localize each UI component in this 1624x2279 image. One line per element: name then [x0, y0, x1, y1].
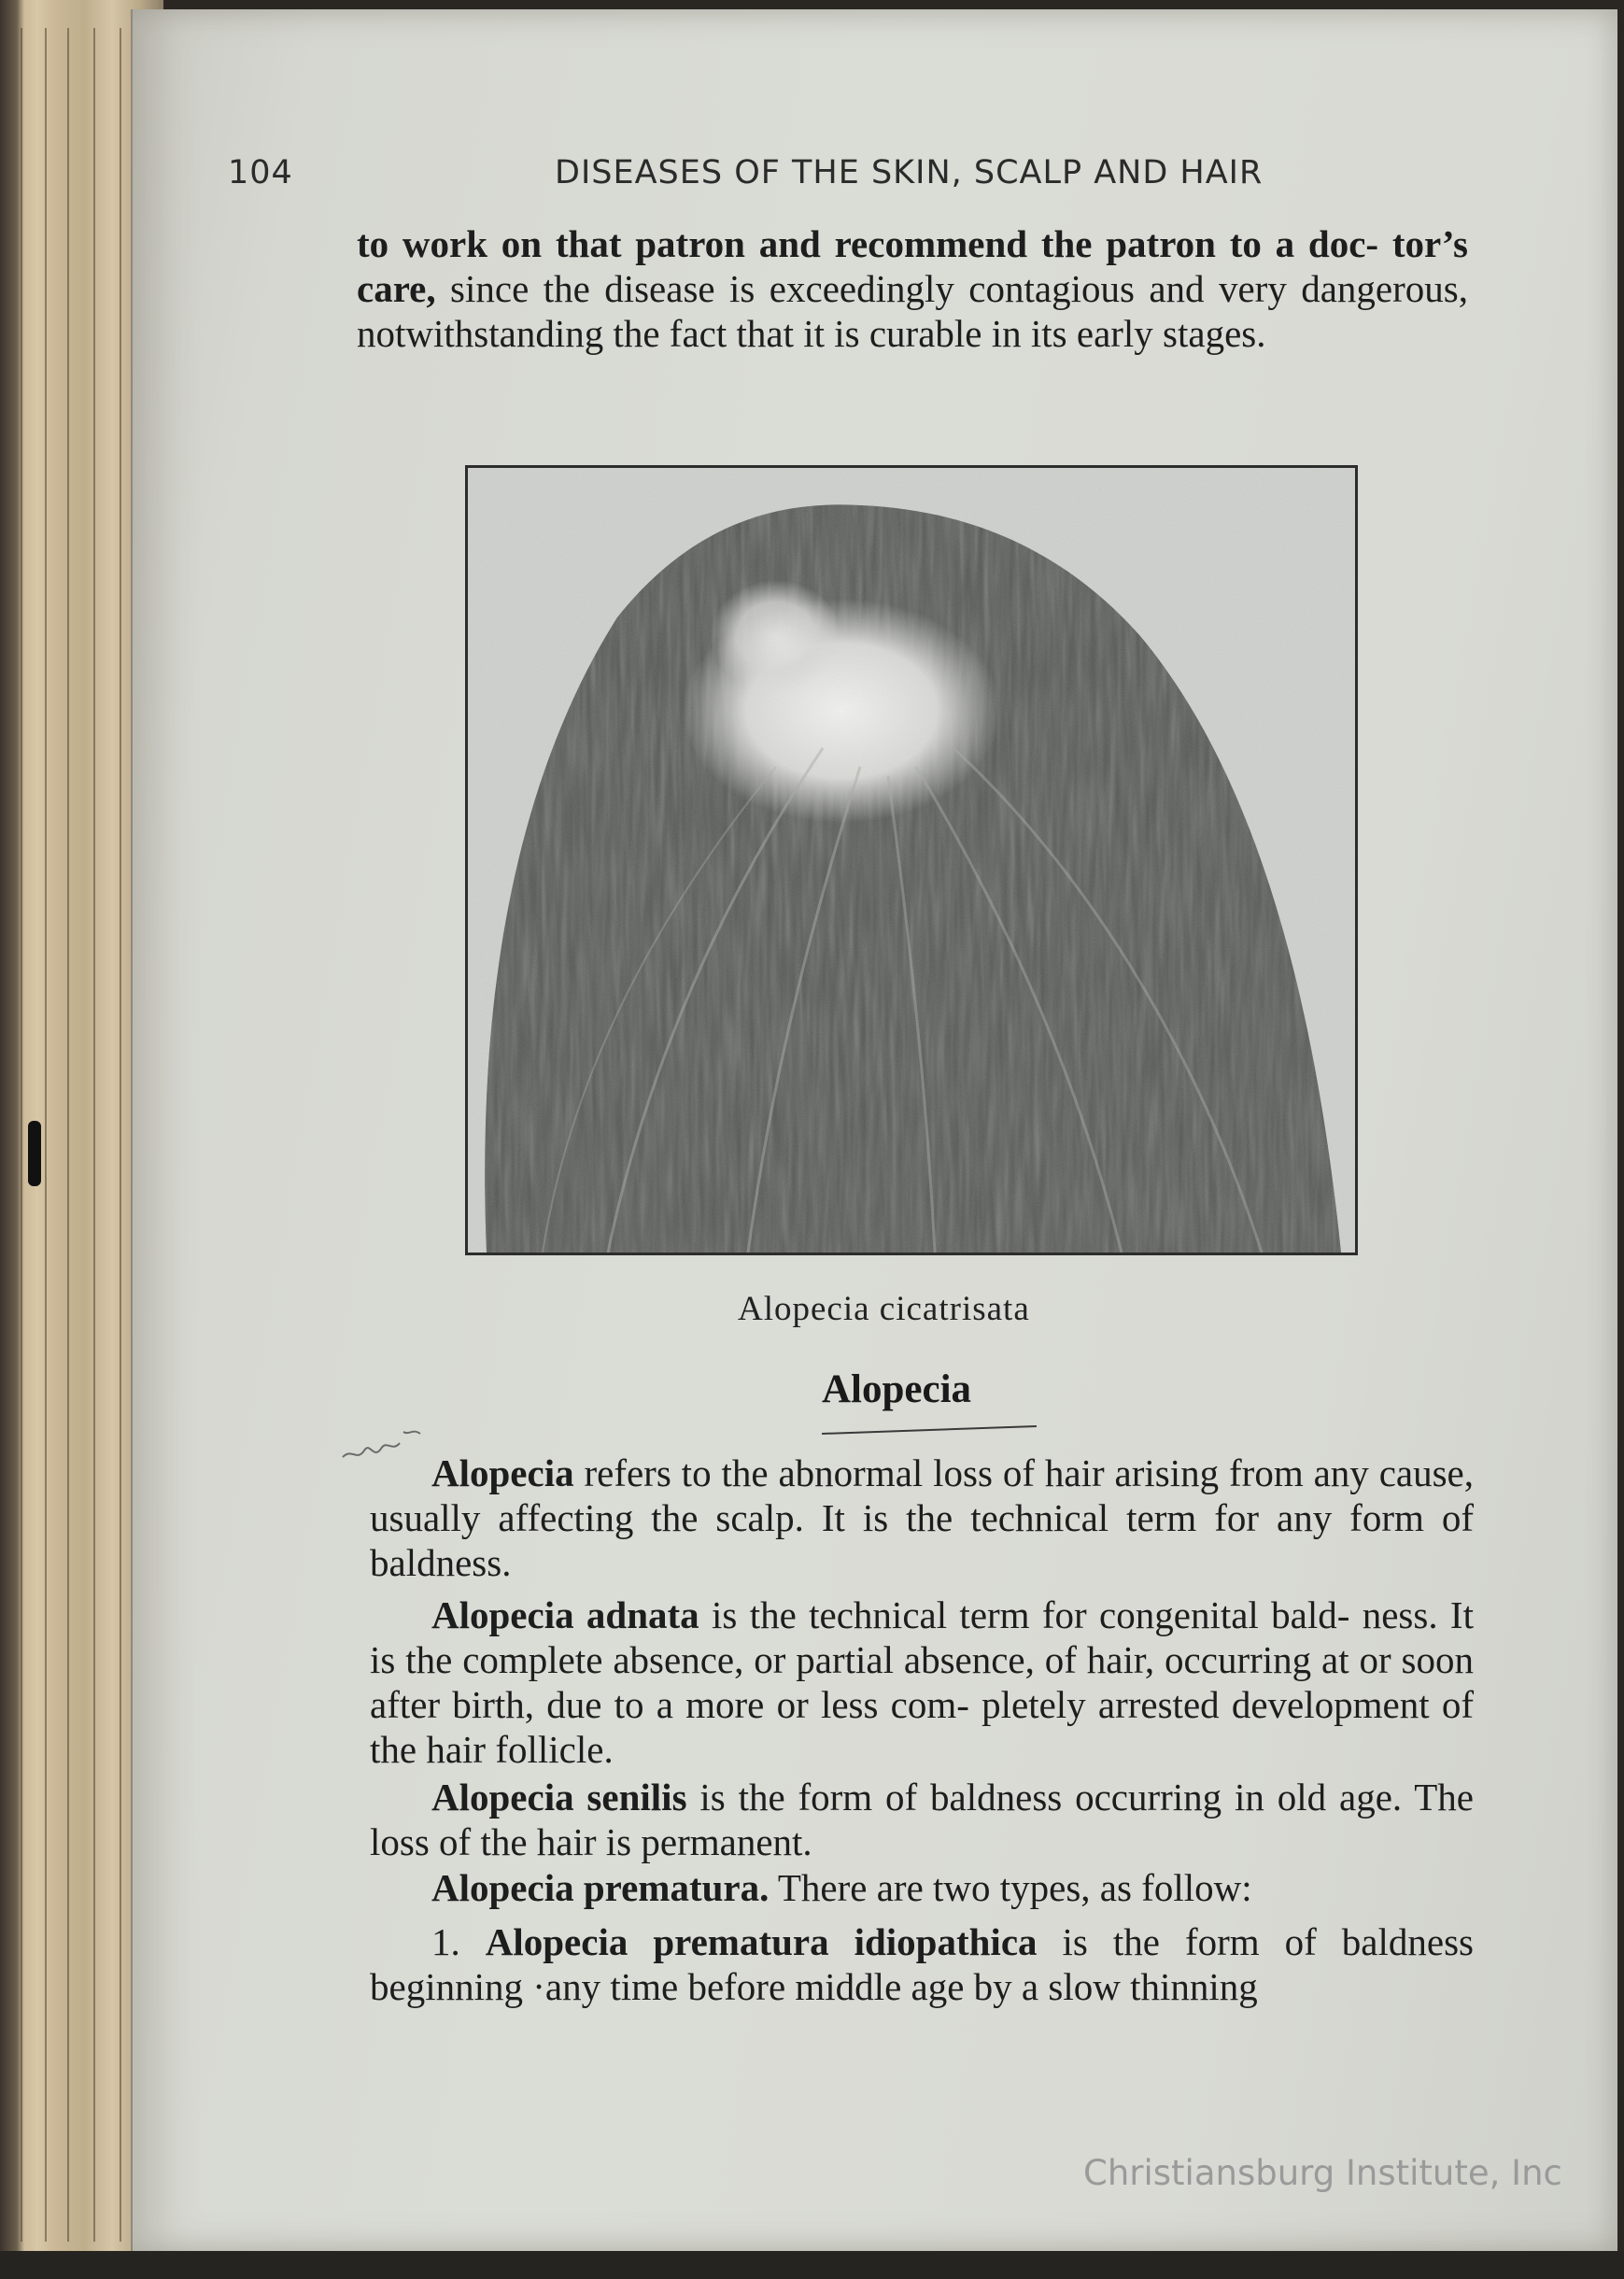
watermark: Christiansburg Institute, Inc — [1083, 2153, 1562, 2193]
page-number: 104 — [228, 154, 293, 191]
paragraph-alopecia-senilis — [370, 1775, 1474, 1864]
definition-prematura-idiopathica: is the form of baldness beginning ·any time before middle age by a slow thinning — [370, 1920, 1474, 2008]
list-number: 1. — [431, 1920, 486, 1963]
term-alopecia-prematura: Alopecia prematura. — [431, 1866, 770, 1909]
background-edge — [0, 2251, 1624, 2279]
section-heading: Alopecia — [822, 1367, 972, 1411]
running-title: DISEASES OF THE SKIN, SCALP AND HAIR — [555, 154, 1264, 191]
paragraph-alopecia-prematura — [370, 1865, 1474, 1910]
intro-bold: to work on that patron and recommend the patron to a doc- tor’s care, — [357, 222, 1468, 310]
definition-alopecia-adnata: is the technical term for congenital bald- ness. It is the complete absence, or partial absence, of hair, occurring at or soon after birth, due to a more or less com- pletely arrested development of the hair follicle. — [370, 1593, 1474, 1771]
paragraph-alopecia — [370, 1451, 1474, 1585]
term-prematura-idiopathica: Alopecia prematura idiopathica — [485, 1920, 1038, 1963]
intro-text: since the disease is exceedingly contagious and very dangerous, notwithstanding the fact that it is curable in its early stages. — [357, 267, 1468, 355]
paragraph-alopecia-adnata — [370, 1592, 1474, 1772]
figure-caption: Alopecia cicatrisata — [738, 1290, 1030, 1328]
scalp-photograph — [465, 465, 1358, 1255]
term-alopecia-adnata: Alopecia adnata — [431, 1593, 699, 1636]
definition-alopecia-prematura: There are two types, as follow: — [769, 1866, 1252, 1909]
definition-alopecia-senilis: is the form of baldness occurring in old age. The loss of the hair is permanent. — [370, 1776, 1474, 1863]
term-alopecia: Alopecia — [431, 1451, 574, 1494]
ink-mark — [28, 1121, 41, 1186]
definition-alopecia: refers to the abnormal loss of hair arising from any cause, usually affecting the scalp. It is the technical term for any form of baldness. — [370, 1451, 1474, 1584]
term-alopecia-senilis: Alopecia senilis — [431, 1776, 687, 1819]
intro-paragraph — [357, 221, 1468, 356]
paragraph-prematura-idiopathica — [370, 1919, 1474, 2009]
